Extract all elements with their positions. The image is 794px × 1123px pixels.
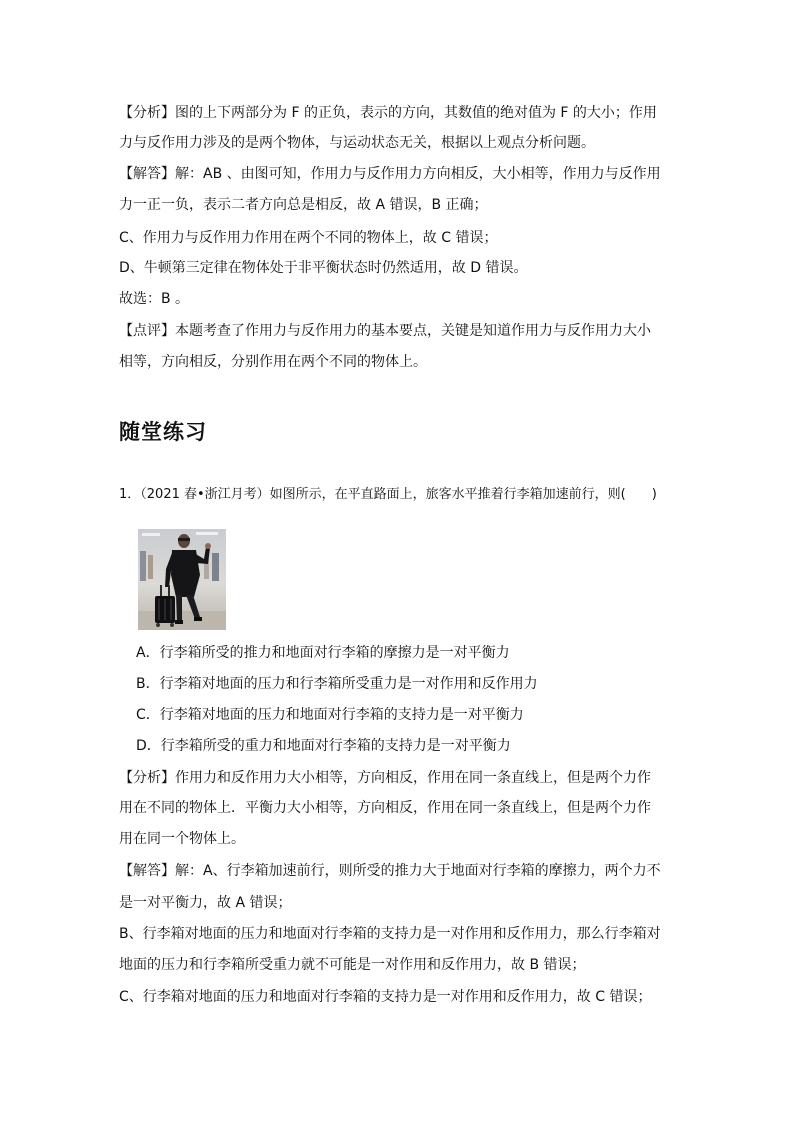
traveler-luggage-photo (138, 529, 226, 630)
prev-answer-line-2: 力一正一负，表示二者方向总是相反，故 A 错误，B 正确； (119, 197, 488, 213)
answer-text: 解：A、行李箱加速前行，则所受的推力大于地面对行李箱的摩擦力，两个力不 (175, 863, 661, 879)
comment-label: 【点评】 (119, 323, 175, 339)
prev-analysis-line-2: 力与反作用力涉及的是两个物体，与运动状态无关，根据以上观点分析问题。 (119, 135, 595, 151)
analysis-text: 图的上下两部分为 F 的正负，表示的方向，其数值的绝对值为 F 的大小；作用 (175, 105, 657, 121)
analysis-label: 【分析】 (119, 770, 175, 786)
q1-answer-line-5: C、行李箱对地面的压力和地面对行李箱的支持力是一对作用和反作用力，故 C 错误； (119, 989, 652, 1005)
answer-text: 解：AB 、由图可知，作用力与反作用力方向相反，大小相等，作用力与反作用 (175, 166, 661, 182)
photo-illustration (138, 529, 226, 630)
prev-choice: 故选：B 。 (119, 291, 190, 307)
prev-answer-line-3: C、作用力与反作用力作用在两个不同的物体上，故 C 错误； (119, 230, 498, 246)
q1-analysis-line-3: 用在同一个物体上。 (119, 831, 245, 847)
analysis-label: 【分析】 (119, 105, 175, 121)
q1-answer-line-4: 地面的压力和行李箱所受重力就不可能是一对作用和反作用力，故 B 错误； (119, 957, 586, 973)
q1-answer-line-2: 是一对平衡力，故 A 错误； (119, 895, 292, 911)
option-c: C．行李箱对地面的压力和地面对行李箱的支持力是一对平衡力 (136, 707, 524, 723)
q1-analysis-line-1 (119, 768, 679, 788)
option-d: D．行李箱所受的重力和地面对行李箱的支持力是一对平衡力 (136, 738, 511, 754)
comment-text: 本题考查了作用力与反作用力的基本要点，关键是知道作用力与反作用力大小 (175, 323, 651, 339)
q1-answer-line-3: B、行李箱对地面的压力和地面对行李箱的支持力是一对作用和反作用力，那么行李箱对 (119, 926, 661, 942)
option-a: A．行李箱所受的推力和地面对行李箱的摩擦力是一对平衡力 (136, 645, 510, 661)
answer-label: 【解答】 (119, 863, 175, 879)
section-title: 随堂练习 (119, 420, 207, 444)
question-1-stem: 1．（2021 春•浙江月考）如图所示，在平直路面上，旅客水平推着行李箱加速前行，则( ) (119, 487, 657, 502)
q1-analysis-line-2: 用在不同的物体上．平衡力大小相等，方向相反，作用在同一条直线上，但是两个力作 (119, 800, 651, 816)
answer-label: 【解答】 (119, 166, 175, 182)
prev-comment-line-2: 相等，方向相反，分别作用在两个不同的物体上。 (119, 354, 427, 370)
option-b: B．行李箱对地面的压力和行李箱所受重力是一对作用和反作用力 (136, 676, 538, 692)
prev-analysis-line-1 (119, 103, 679, 123)
prev-comment-line-1 (119, 321, 679, 341)
prev-answer-line-1 (119, 164, 679, 184)
prev-answer-line-4: D、牛顿第三定律在物体处于非平衡状态时仍然适用，故 D 错误。 (119, 260, 528, 276)
q1-answer-line-1 (119, 861, 679, 881)
analysis-text: 作用力和反作用力大小相等，方向相反，作用在同一条直线上，但是两个力作 (175, 770, 651, 786)
